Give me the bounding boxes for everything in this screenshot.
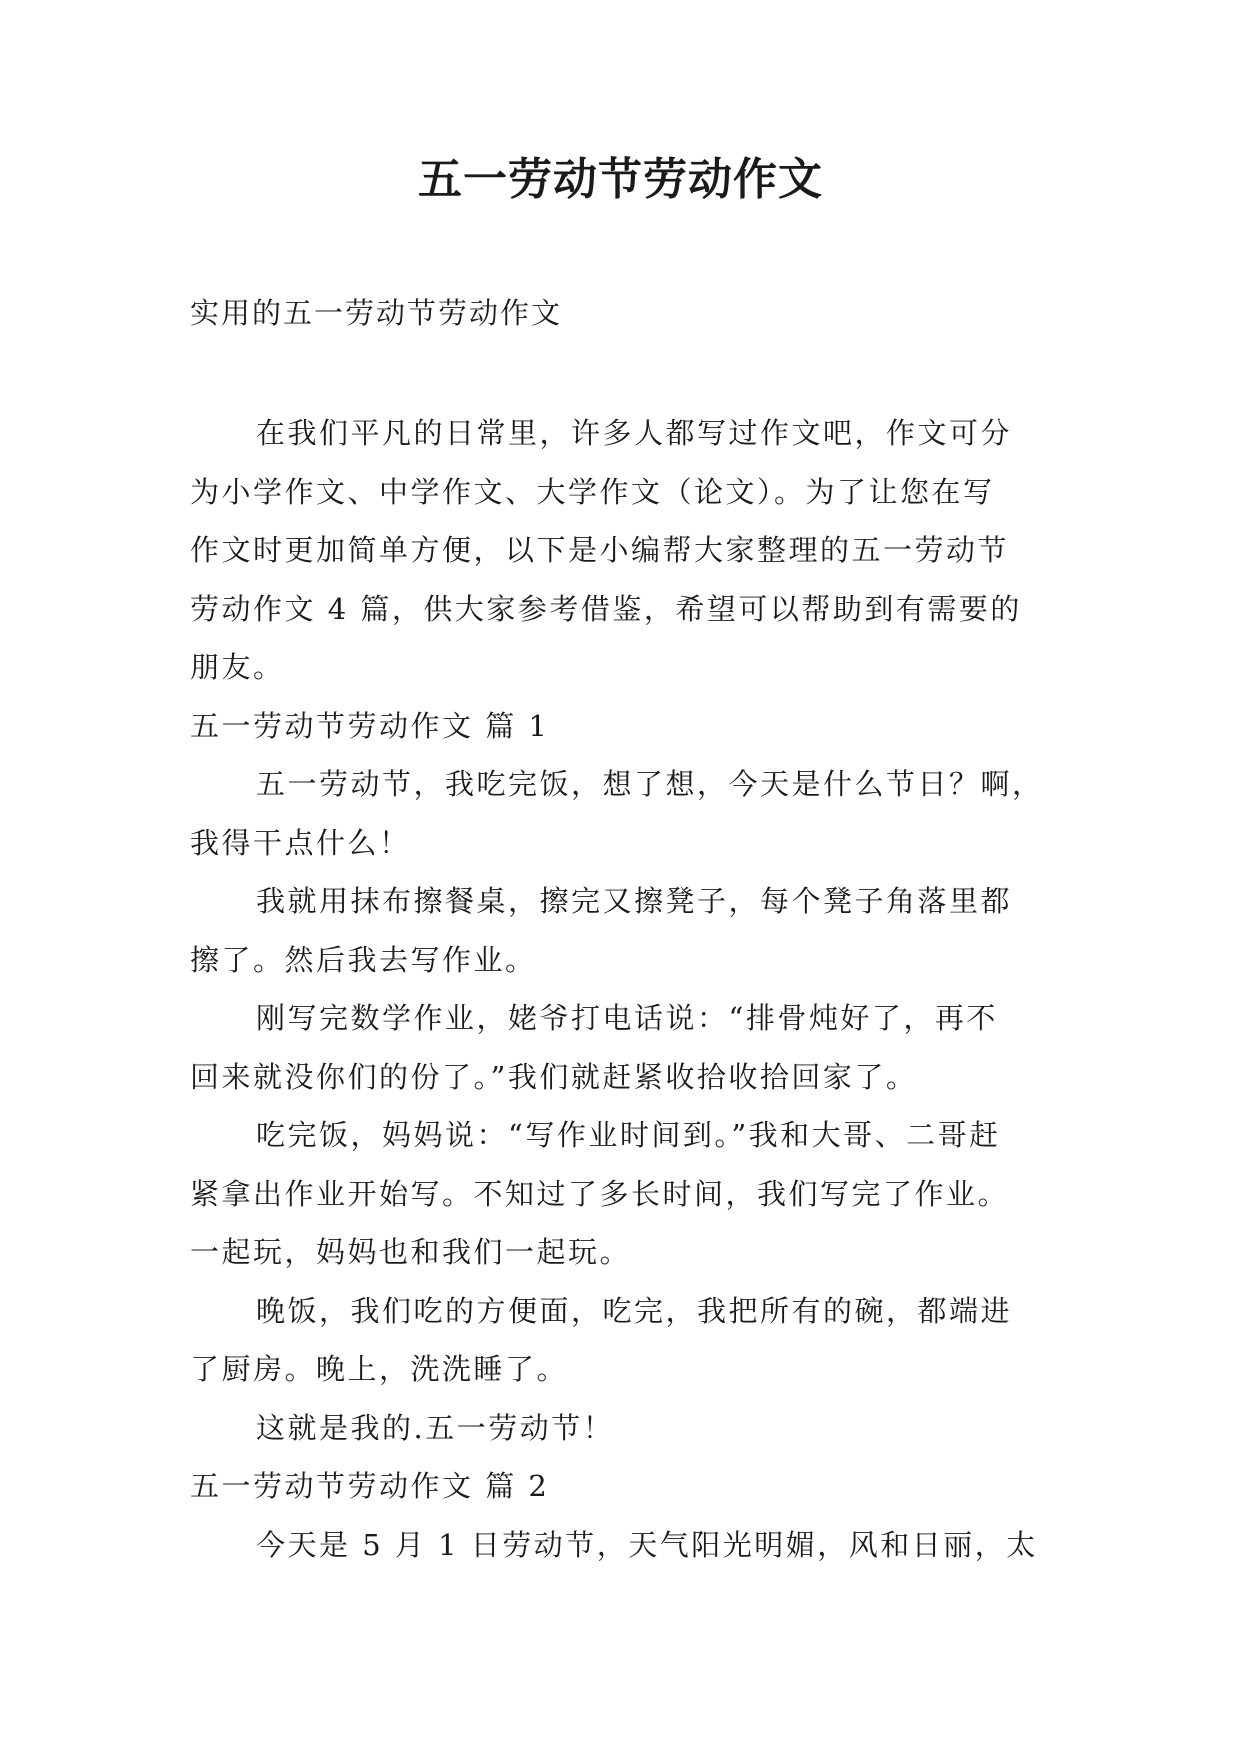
text-line: 回来就没你们的份了。”我们就赶紧收拾收拾回家了。 — [190, 1059, 918, 1094]
paragraph — [190, 989, 1070, 1106]
paragraph — [190, 1516, 1070, 1575]
text-line: 朋友。 — [190, 650, 285, 684]
text-line: 吃完饭，妈妈说：“写作业时间到。”我和大哥、二哥赶 — [256, 1118, 1001, 1152]
text-line: 这就是我的.五一劳动节！ — [256, 1410, 615, 1445]
text-line: 擦了。然后我去写作业。 — [190, 942, 537, 977]
paragraph — [190, 755, 1070, 872]
document-subtitle: 实用的五一劳动节劳动作文 — [190, 296, 563, 330]
text-line: 紧拿出作业开始写。不知过了多长时间，我们写完了作业。 — [190, 1176, 1010, 1211]
text-line: 今天是 5 月 1 日劳动节，天气阳光明媚，风和日丽，太 — [256, 1527, 1038, 1562]
document-title: 五一劳动节劳动作文 — [418, 154, 823, 205]
text-line: 在我们平凡的日常里，许多人都写过作文吧，作文可分 — [256, 416, 1013, 450]
section-heading-1: 五一劳动节劳动作文 篇 1 — [190, 708, 550, 743]
text-line: 劳动作文 4 篇，供大家参考借鉴，希望可以帮助到有需要的 — [190, 591, 1022, 626]
text-line: 了厨房。晚上，洗洗睡了。 — [190, 1352, 569, 1386]
text-line: 一起玩，妈妈也和我们一起玩。 — [190, 1235, 632, 1269]
paragraph — [190, 1282, 1070, 1399]
text-line: 五一劳动节，我吃完饭，想了想，今天是什么节日？啊， — [256, 767, 1044, 801]
text-line: 作文时更加简单方便，以下是小编帮大家整理的五一劳动节 — [190, 533, 1010, 567]
section-heading-2: 五一劳动节劳动作文 篇 2 — [190, 1469, 550, 1503]
paragraph — [190, 1399, 1070, 1458]
text-line: 我就用抹布擦餐桌，擦完又擦凳子，每个凳子角落里都 — [256, 884, 1013, 918]
document-body — [190, 404, 1070, 1574]
paragraph — [190, 1106, 1070, 1282]
text-line: 晚饭，我们吃的方便面，吃完，我把所有的碗，都端进 — [256, 1293, 1013, 1328]
paragraph — [190, 872, 1070, 989]
text-line: 为小学作文、中学作文、大学作文（论文）。为了让您在写 — [190, 474, 995, 509]
intro-paragraph — [190, 404, 1070, 697]
text-line: 刚写完数学作业，姥爷打电话说：“排骨炖好了，再不 — [256, 1001, 998, 1035]
text-line: 我得干点什么！ — [190, 825, 411, 860]
